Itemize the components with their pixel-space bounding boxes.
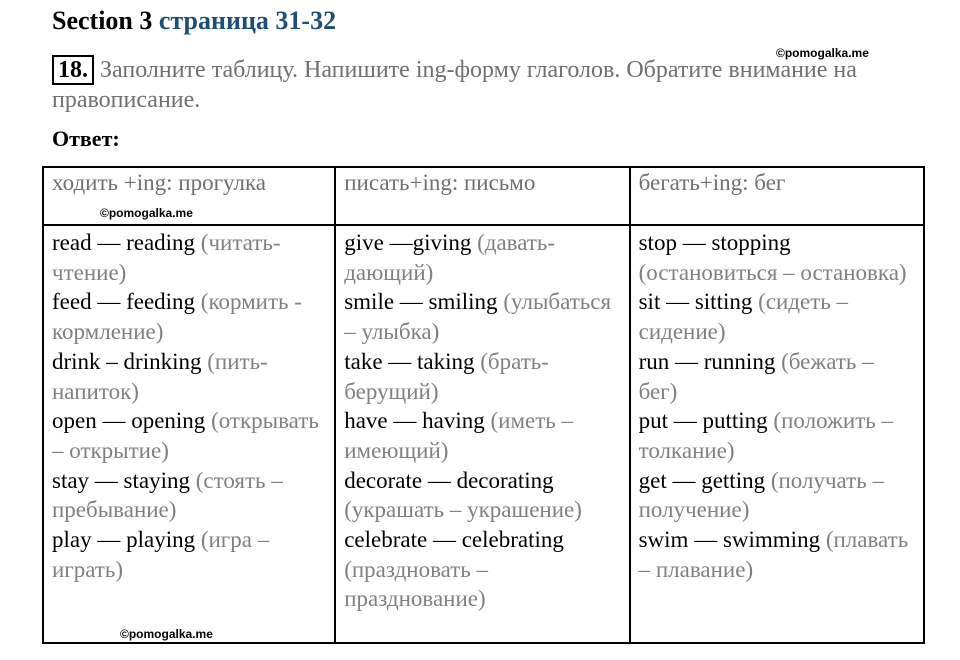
verb-translation: (брать-берущий) bbox=[344, 348, 549, 404]
verb-ing-form: feed — feeding bbox=[52, 289, 201, 315]
verb-translation: (стоять – пребывание) bbox=[52, 467, 283, 523]
verb-entry bbox=[344, 525, 620, 614]
verb-ing-form: read — reading bbox=[52, 230, 201, 255]
verb-translation: (кормить - кормление) bbox=[52, 289, 302, 345]
page-title bbox=[52, 6, 336, 36]
verb-ing-form: have — having bbox=[344, 408, 491, 434]
verb-ing-form: smile — smiling bbox=[344, 289, 504, 315]
section-label: Section 3 bbox=[52, 6, 153, 35]
verb-entry bbox=[52, 525, 326, 584]
verb-entry bbox=[344, 347, 620, 406]
watermark: ©pomogalka.me bbox=[776, 46, 869, 60]
verb-ing-form: open — opening bbox=[52, 408, 212, 434]
verb-ing-form: drink – drinking bbox=[52, 348, 208, 374]
verb-entry bbox=[52, 406, 326, 465]
verb-entry bbox=[344, 466, 620, 525]
verb-ing-form: swim — swimming bbox=[638, 527, 826, 553]
table-cell-column-3 bbox=[630, 225, 924, 643]
verb-entry bbox=[52, 466, 326, 525]
verb-ing-form: put — putting bbox=[638, 408, 774, 434]
verb-entry bbox=[639, 347, 915, 406]
verb-ing-form: play — playing bbox=[52, 527, 201, 553]
verb-translation: (положить – толкание) bbox=[638, 408, 893, 463]
verb-ing-form: decorate — decorating bbox=[344, 467, 554, 493]
page-range: страница 31-32 bbox=[158, 6, 337, 35]
verb-translation: (улыбаться – улыбка) bbox=[344, 289, 612, 345]
verb-ing-form: get — getting bbox=[638, 467, 771, 493]
verb-translation: (получать – получение) bbox=[638, 467, 884, 523]
verb-entry bbox=[52, 287, 326, 346]
verb-translation: (открывать – открытие) bbox=[52, 408, 319, 463]
verb-translation: (остановиться – остановка) bbox=[638, 259, 907, 285]
verb-translation: (читать-чтение) bbox=[52, 230, 281, 285]
table-cell-column-1 bbox=[43, 225, 335, 643]
verb-ing-form: stop — stopping bbox=[638, 230, 791, 255]
task-number: 18. bbox=[52, 55, 94, 85]
verb-entry bbox=[52, 347, 326, 406]
verb-ing-form: give —giving bbox=[344, 230, 478, 255]
verb-translation: (давать-дающий) bbox=[344, 230, 556, 285]
verb-translation: (игра – играть) bbox=[52, 527, 270, 582]
verb-translation: (иметь – имеющий) bbox=[344, 408, 574, 463]
verb-entry bbox=[344, 228, 620, 287]
task-block bbox=[52, 55, 932, 115]
verb-ing-form: take — taking bbox=[344, 348, 481, 374]
verb-entry bbox=[639, 466, 915, 525]
watermark: ©pomogalka.me bbox=[100, 206, 193, 220]
watermark: ©pomogalka.me bbox=[120, 627, 213, 641]
table-cell-column-2 bbox=[335, 225, 629, 643]
verb-translation: (плавать – плавание) bbox=[638, 527, 909, 582]
verb-ing-form: stay — staying bbox=[52, 467, 196, 493]
verb-translation: (украшать – украшение) bbox=[344, 497, 582, 523]
table-header-cell: бегать+ing: бег bbox=[630, 167, 924, 225]
table-header-cell: писать+ing: письмо bbox=[335, 167, 629, 225]
verb-entry bbox=[639, 406, 915, 465]
verb-translation: (праздновать – празднование) bbox=[344, 556, 489, 612]
verb-entry bbox=[344, 406, 620, 465]
verb-translation: (пить-напиток) bbox=[52, 348, 268, 404]
verb-translation: (бежать – бег) bbox=[638, 348, 874, 404]
verb-ing-form: celebrate — celebrating bbox=[344, 527, 564, 553]
verb-entry bbox=[52, 228, 326, 287]
answer-label: Ответ: bbox=[52, 126, 120, 151]
verb-ing-form: run — running bbox=[638, 348, 782, 374]
answer-table bbox=[42, 166, 925, 644]
table-row bbox=[43, 225, 924, 643]
verb-ing-form: sit — sitting bbox=[638, 289, 759, 315]
verb-translation: (сидеть – сидение) bbox=[638, 289, 848, 345]
table-header-cell: ходить +ing: прогулка bbox=[43, 167, 335, 225]
verb-entry bbox=[639, 287, 915, 346]
verb-entry bbox=[639, 228, 915, 287]
verb-entry bbox=[639, 525, 915, 584]
task-text: Заполните таблицу. Напишите ing-форму глаголов. Обратите внимание на правописание. bbox=[52, 57, 857, 113]
verb-entry bbox=[344, 287, 620, 346]
